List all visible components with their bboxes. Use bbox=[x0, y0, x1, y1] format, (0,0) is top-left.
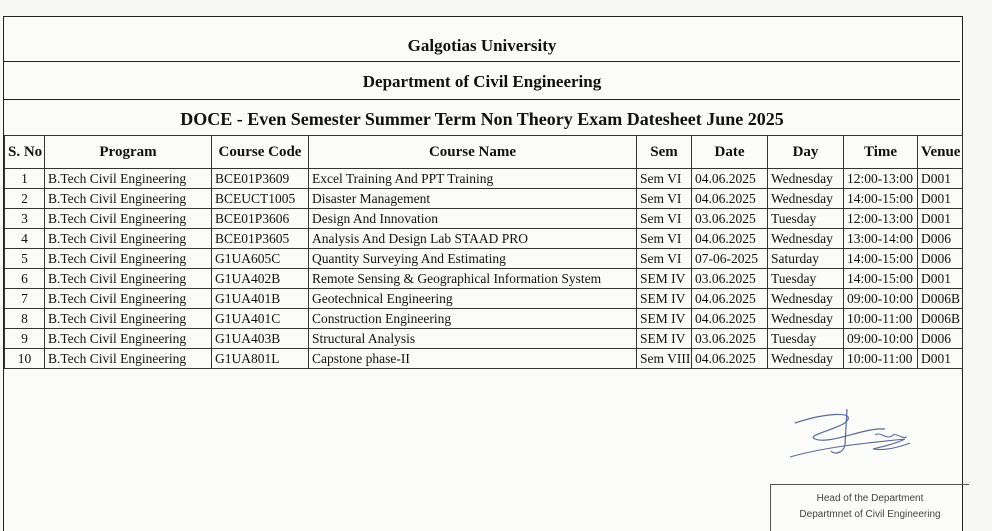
cell-name: Geotechnical Engineering bbox=[309, 289, 637, 309]
cell-sem: Sem VI bbox=[637, 229, 692, 249]
cell-day: Wednesday bbox=[768, 289, 844, 309]
cell-code: G1UA403B bbox=[212, 329, 309, 349]
cell-day: Saturday bbox=[768, 249, 844, 269]
cell-day: Wednesday bbox=[768, 309, 844, 329]
cell-date: 04.06.2025 bbox=[692, 229, 768, 249]
exam-table bbox=[4, 135, 963, 369]
cell-sem: SEM IV bbox=[637, 289, 692, 309]
cell-venue: D006 bbox=[918, 329, 963, 349]
cell-time: 09:00-10:00 bbox=[844, 289, 918, 309]
cell-date: 04.06.2025 bbox=[692, 289, 768, 309]
cell-date: 04.06.2025 bbox=[692, 189, 768, 209]
cell-sem: Sem VI bbox=[637, 189, 692, 209]
cell-sno: 4 bbox=[5, 229, 45, 249]
signatory-title: Head of the Department bbox=[816, 493, 924, 504]
table-row bbox=[5, 169, 963, 189]
cell-time: 09:00-10:00 bbox=[844, 329, 918, 349]
cell-code: G1UA401C bbox=[212, 309, 309, 329]
cell-program: B.Tech Civil Engineering bbox=[45, 229, 212, 249]
cell-program: B.Tech Civil Engineering bbox=[45, 209, 212, 229]
cell-venue: D001 bbox=[918, 189, 963, 209]
datesheet-title: DOCE - Even Semester Summer Term Non Theory Exam Datesheet June 2025 bbox=[4, 99, 960, 136]
cell-sem: SEM IV bbox=[637, 329, 692, 349]
cell-venue: D001 bbox=[918, 169, 963, 189]
cell-name: Design And Innovation bbox=[309, 209, 637, 229]
department-name: Department of Civil Engineering bbox=[4, 61, 960, 100]
cell-day: Tuesday bbox=[768, 329, 844, 349]
cell-time: 13:00-14:00 bbox=[844, 229, 918, 249]
cell-sem: SEM IV bbox=[637, 269, 692, 289]
cell-venue: D001 bbox=[918, 209, 963, 229]
cell-program: B.Tech Civil Engineering bbox=[45, 329, 212, 349]
cell-code: G1UA605C bbox=[212, 249, 309, 269]
cell-date: 03.06.2025 bbox=[692, 209, 768, 229]
cell-date: 04.06.2025 bbox=[692, 309, 768, 329]
university-name: Galgotias University bbox=[4, 17, 960, 62]
cell-venue: D006 bbox=[918, 249, 963, 269]
table-row bbox=[5, 269, 963, 289]
cell-sno: 5 bbox=[5, 249, 45, 269]
cell-sno: 10 bbox=[5, 349, 45, 369]
cell-name: Remote Sensing & Geographical Information System bbox=[309, 269, 637, 289]
cell-sno: 9 bbox=[5, 329, 45, 349]
table-row bbox=[5, 229, 963, 249]
cell-name: Excel Training And PPT Training bbox=[309, 169, 637, 189]
cell-sem: Sem VI bbox=[637, 249, 692, 269]
cell-time: 14:00-15:00 bbox=[844, 269, 918, 289]
col-header: Sem bbox=[637, 136, 692, 169]
cell-sno: 1 bbox=[5, 169, 45, 189]
table-row bbox=[5, 209, 963, 229]
cell-sno: 6 bbox=[5, 269, 45, 289]
cell-code: G1UA401B bbox=[212, 289, 309, 309]
cell-code: BCEUCT1005 bbox=[212, 189, 309, 209]
cell-sem: Sem VI bbox=[637, 209, 692, 229]
cell-sem: SEM IV bbox=[637, 309, 692, 329]
cell-sem: Sem VI bbox=[637, 169, 692, 189]
cell-time: 14:00-15:00 bbox=[844, 249, 918, 269]
cell-day: Tuesday bbox=[768, 209, 844, 229]
cell-sno: 7 bbox=[5, 289, 45, 309]
cell-time: 12:00-13:00 bbox=[844, 209, 918, 229]
table-row bbox=[5, 249, 963, 269]
cell-day: Wednesday bbox=[768, 189, 844, 209]
cell-date: 07-06-2025 bbox=[692, 249, 768, 269]
cell-program: B.Tech Civil Engineering bbox=[45, 269, 212, 289]
cell-sno: 8 bbox=[5, 309, 45, 329]
table-row bbox=[5, 189, 963, 209]
cell-sno: 2 bbox=[5, 189, 45, 209]
cell-date: 03.06.2025 bbox=[692, 329, 768, 349]
cell-code: BCE01P3606 bbox=[212, 209, 309, 229]
cell-sem: Sem VIII bbox=[637, 349, 692, 369]
col-header: Program bbox=[45, 136, 212, 169]
table-row bbox=[5, 289, 963, 309]
cell-name: Disaster Management bbox=[309, 189, 637, 209]
cell-time: 12:00-13:00 bbox=[844, 169, 918, 189]
cell-venue: D006B bbox=[918, 309, 963, 329]
cell-name: Construction Engineering bbox=[309, 309, 637, 329]
cell-time: 10:00-11:00 bbox=[844, 349, 918, 369]
signature bbox=[785, 405, 925, 465]
cell-name: Capstone phase-II bbox=[309, 349, 637, 369]
table-row bbox=[5, 349, 963, 369]
cell-day: Wednesday bbox=[768, 229, 844, 249]
table-header-row bbox=[5, 136, 963, 169]
col-header: S. No bbox=[5, 136, 45, 169]
cell-sno: 3 bbox=[5, 209, 45, 229]
cell-program: B.Tech Civil Engineering bbox=[45, 349, 212, 369]
cell-code: G1UA402B bbox=[212, 269, 309, 289]
table-row bbox=[5, 329, 963, 349]
col-header: Time bbox=[844, 136, 918, 169]
cell-program: B.Tech Civil Engineering bbox=[45, 169, 212, 189]
cell-program: B.Tech Civil Engineering bbox=[45, 289, 212, 309]
col-header: Course Name bbox=[309, 136, 637, 169]
col-header: Date bbox=[692, 136, 768, 169]
cell-date: 04.06.2025 bbox=[692, 169, 768, 189]
cell-time: 14:00-15:00 bbox=[844, 189, 918, 209]
col-header: Day bbox=[768, 136, 844, 169]
cell-day: Wednesday bbox=[768, 349, 844, 369]
cell-code: BCE01P3609 bbox=[212, 169, 309, 189]
signatory-department: Departmnet of Civil Engineering bbox=[799, 509, 941, 520]
cell-name: Structural Analysis bbox=[309, 329, 637, 349]
cell-time: 10:00-11:00 bbox=[844, 309, 918, 329]
cell-venue: D001 bbox=[918, 349, 963, 369]
table-row bbox=[5, 309, 963, 329]
cell-code: BCE01P3605 bbox=[212, 229, 309, 249]
cell-day: Tuesday bbox=[768, 269, 844, 289]
col-header: Course Code bbox=[212, 136, 309, 169]
cell-venue: D006 bbox=[918, 229, 963, 249]
cell-program: B.Tech Civil Engineering bbox=[45, 249, 212, 269]
cell-program: B.Tech Civil Engineering bbox=[45, 189, 212, 209]
cell-program: B.Tech Civil Engineering bbox=[45, 309, 212, 329]
cell-venue: D001 bbox=[918, 269, 963, 289]
cell-date: 03.06.2025 bbox=[692, 269, 768, 289]
cell-day: Wednesday bbox=[768, 169, 844, 189]
hod-signature-block bbox=[770, 484, 969, 531]
col-header: Venue bbox=[918, 136, 963, 169]
cell-date: 04.06.2025 bbox=[692, 349, 768, 369]
cell-name: Quantity Surveying And Estimating bbox=[309, 249, 637, 269]
cell-name: Analysis And Design Lab STAAD PRO bbox=[309, 229, 637, 249]
cell-code: G1UA801L bbox=[212, 349, 309, 369]
cell-venue: D006B bbox=[918, 289, 963, 309]
